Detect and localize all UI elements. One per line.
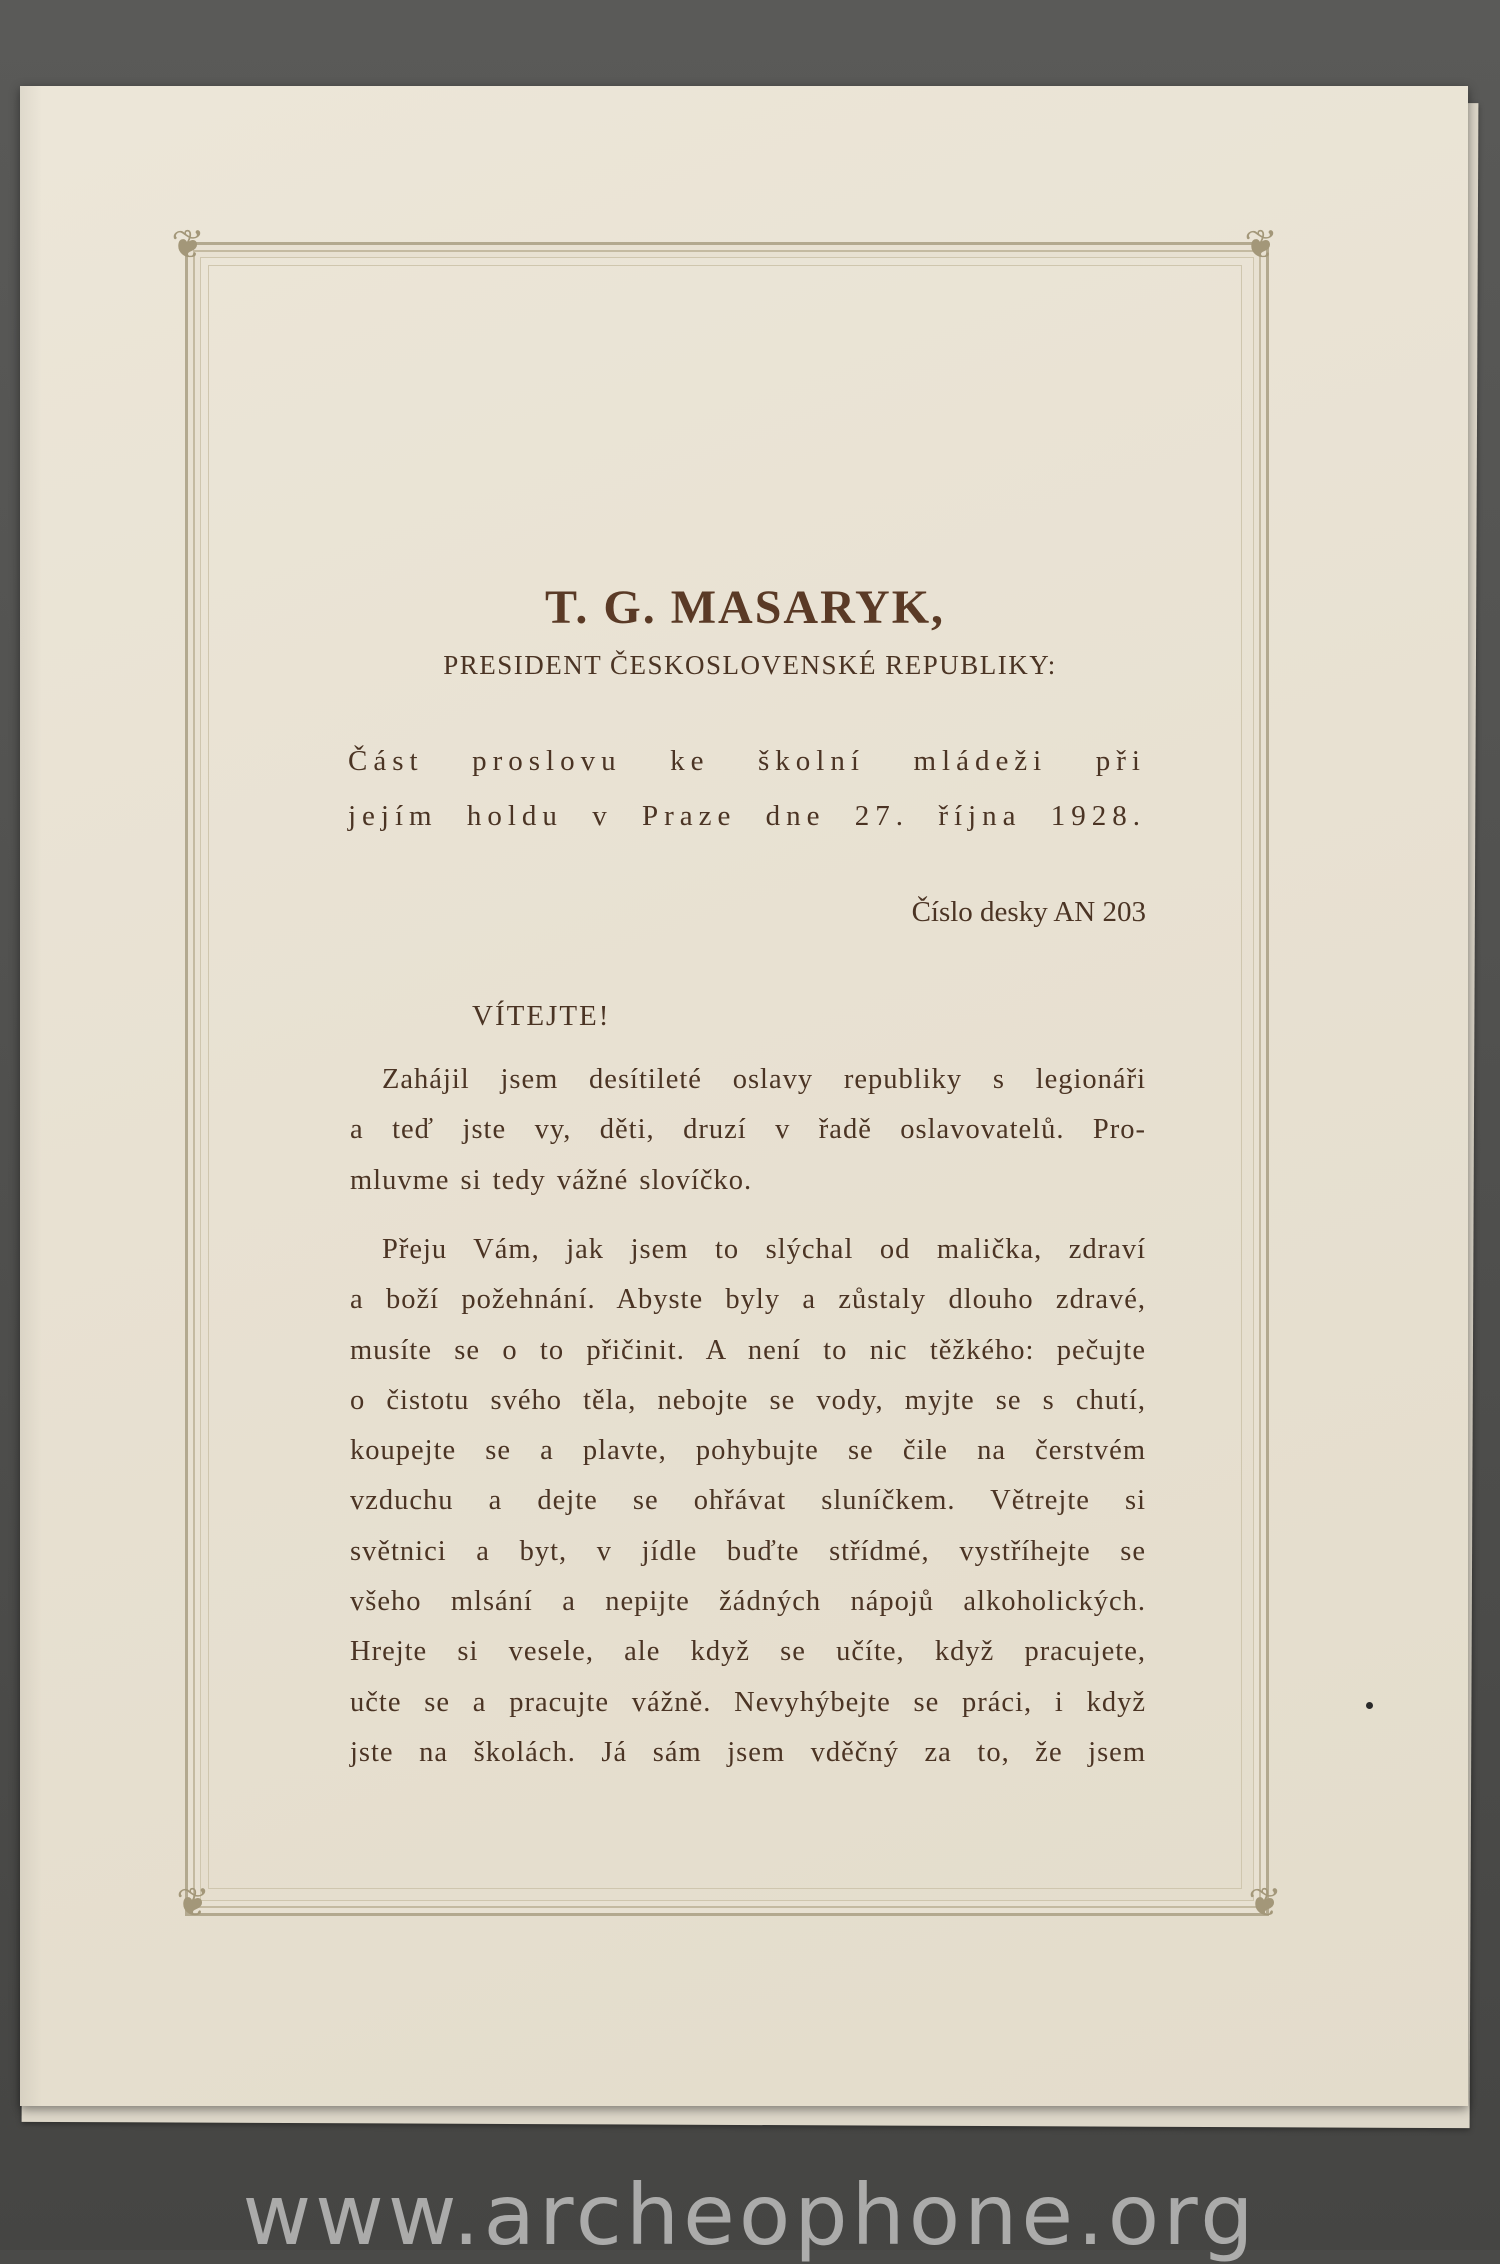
- description-line-2: jejím holdu v Praze dne 27. října 1928.: [348, 800, 1146, 832]
- frame-corner-ornament-icon: ❦: [176, 1880, 210, 1925]
- text-line: musíte se o to přičinit. A není to nic těžkého: pečujte: [350, 1334, 1146, 1366]
- text-line: a boží požehnání. Abyste byly a zůstaly dlouho zdravé,: [350, 1284, 1146, 1316]
- page-subtitle: PRESIDENT ČESKOSLOVENSKÉ REPUBLIKY:: [443, 650, 1057, 680]
- frame-corner-ornament-icon: ❦: [171, 222, 205, 267]
- text-line: Přeju Vám, jak jsem to slýchal od malička, zdraví: [382, 1234, 1146, 1265]
- text-line: světnici a byt, v jídle buďte střídmé, vystříhejte se: [350, 1535, 1146, 1567]
- page-title: T. G. MASARYK,: [544, 581, 946, 634]
- description-line-1: Část proslovu ke školní mládeži při: [348, 745, 1146, 777]
- watermark: www.archeophone.org: [242, 2166, 1258, 2264]
- text-line: Zahájil jsem desítileté oslavy republiky s legionáři: [382, 1064, 1146, 1095]
- text-line: všeho mlsání a nepijte žádných nápojů alkoholických.: [350, 1586, 1146, 1618]
- text-line: o čistotu svého těla, nebojte se vody, myjte se s chutí,: [350, 1384, 1146, 1416]
- text-line: jste na školách. Já sám jsem vděčný za to, že jsem: [350, 1736, 1146, 1768]
- frame-corner-ornament-icon: ❦: [1248, 1880, 1282, 1925]
- frame-corner-ornament-icon: ❦: [1244, 222, 1278, 267]
- text-line: učte se a pracujte vážně. Nevyhýbejte se práci, i když: [350, 1686, 1146, 1718]
- greeting-heading: VÍTEJTE!: [472, 1000, 611, 1032]
- text-line: a teď jste vy, děti, druzí v řadě oslavovatelů. Pro-: [350, 1114, 1146, 1146]
- text-line: mluvme si tedy vážné slovíčko.: [350, 1164, 753, 1196]
- paragraph-2: [350, 1225, 1146, 1778]
- ink-dot: [1366, 1702, 1373, 1709]
- record-number: Číslo desky AN 203: [911, 896, 1146, 928]
- text-line: vzduchu a dejte se ohřávat sluníčkem. Větrejte si: [350, 1485, 1146, 1517]
- paragraph-1: [350, 1055, 1146, 1206]
- text-line: Hrejte si vesele, ale když se učíte, když pracujete,: [350, 1636, 1146, 1668]
- text-line: koupejte se a plavte, pohybujte se čile na čerstvém: [350, 1435, 1146, 1467]
